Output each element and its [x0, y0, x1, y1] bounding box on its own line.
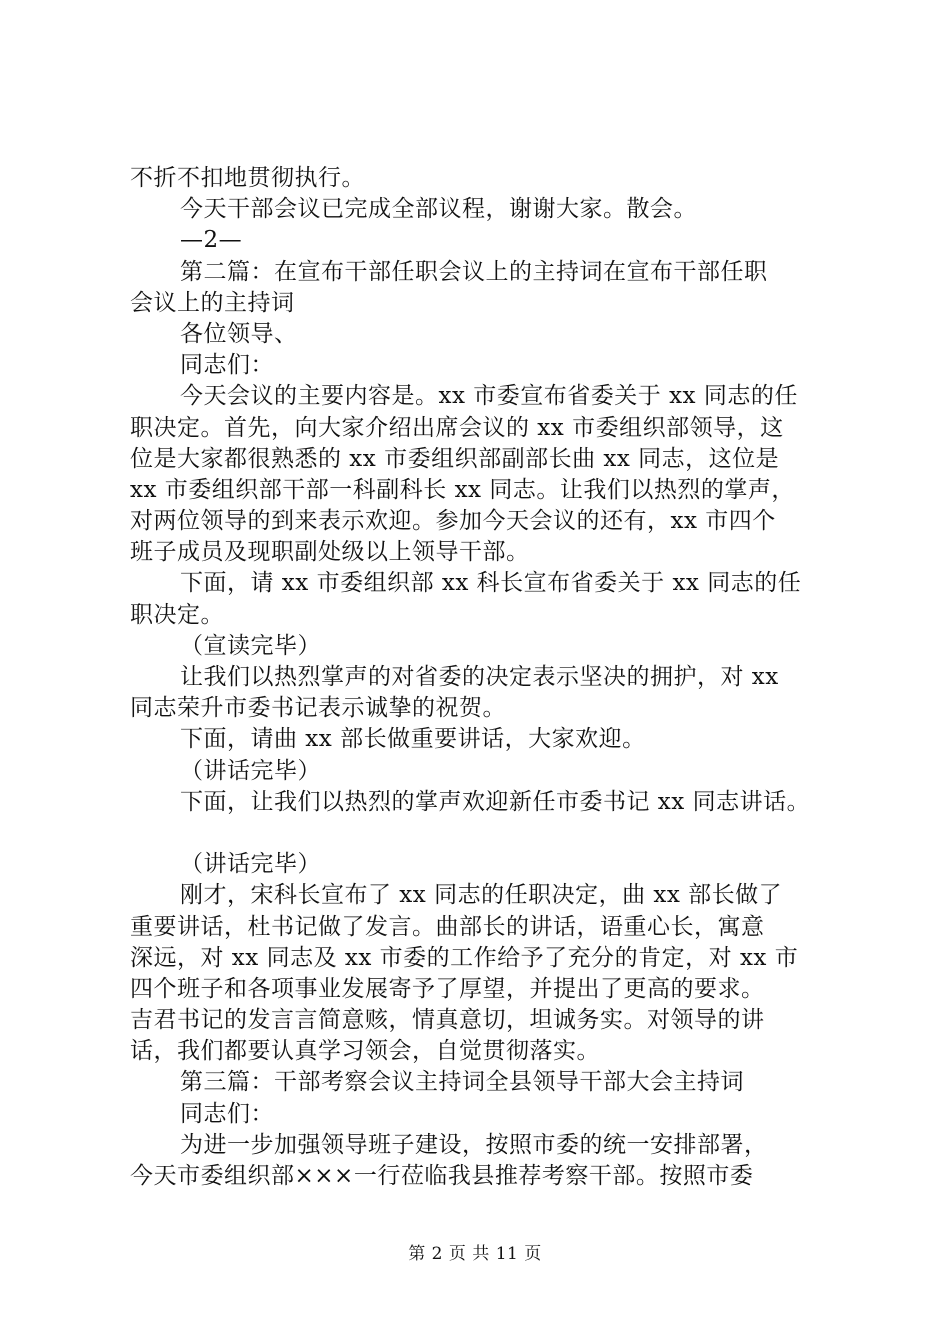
text-line: 位是大家都很熟悉的 xx 市委组织部副部长曲 xx 同志，这位是 [130, 445, 780, 472]
text-line: 下面，请 xx 市委组织部 xx 科长宣布省委关于 xx 同志的任 [180, 570, 802, 597]
text-line: 第二篇：在宣布干部任职会议上的主持词在宣布干部任职 [180, 258, 768, 285]
text-line: 第三篇：干部考察会议主持词全县领导干部大会主持词 [180, 1069, 744, 1096]
text-line: 让我们以热烈掌声的对省委的决定表示坚决的拥护，对 xx [180, 664, 779, 690]
text-line: —2— [180, 227, 243, 254]
document-body [130, 163, 850, 1192]
text-line: 职决定。 [130, 601, 224, 628]
text-line: （讲话完毕） [180, 851, 321, 878]
text-line: （宣读完毕） [180, 632, 321, 659]
text-line: 四个班子和各项事业发展寄予了厚望，并提出了更高的要求。 [130, 975, 765, 1002]
text-line: 下面，让我们以热烈的掌声欢迎新任市委书记 xx 同志讲话。 [180, 788, 811, 815]
text-line: 下面，请曲 xx 部长做重要讲话，大家欢迎。 [180, 726, 646, 753]
text-line: 深远，对 xx 同志及 xx 市委的工作给予了充分的肯定，对 xx 市 [130, 944, 799, 971]
text-line: 今天干部会议已完成全部议程，谢谢大家。散会。 [180, 196, 697, 223]
text-line: 同志们： [180, 352, 274, 379]
text-line: 今天市委组织部×××一行莅临我县推荐考察干部。按照市委 [130, 1163, 754, 1189]
text-line: 不折不扣地贯彻执行。 [130, 165, 365, 191]
text-line: 今天会议的主要内容是。xx 市委宣布省委关于 xx 同志的任 [180, 383, 798, 410]
text-line: 同志荣升市委书记表示诚挚的祝贺。 [130, 695, 506, 722]
page-footer: 第 2 页 共 11 页 [408, 1244, 542, 1264]
blank-line [130, 818, 850, 849]
text-line: 为进一步加强领导班子建设，按照市委的统一安排部署， [180, 1131, 768, 1158]
text-line: 班子成员及现职副处级以上领导干部。 [130, 539, 530, 566]
text-line: （讲话完毕） [180, 757, 321, 784]
text-line: 职决定。首先，向大家介绍出席会议的 xx 市委组织部领导，这 [130, 414, 784, 441]
text-line: 吉君书记的发言言简意赅，情真意切，坦诚务实。对领导的讲 [130, 1007, 765, 1034]
text-line: xx 市委组织部干部一科副科长 xx 同志。让我们以热烈的掌声， [130, 476, 795, 503]
text-line: 刚才，宋科长宣布了 xx 同志的任职决定，曲 xx 部长做了 [180, 882, 783, 909]
text-line: 各位领导、 [180, 320, 298, 347]
text-line: 会议上的主持词 [130, 289, 295, 316]
text-line: 话，我们都要认真学习领会，自觉贯彻落实。 [130, 1038, 600, 1065]
text-line: 同志们： [180, 1100, 274, 1127]
text-line: 重要讲话，杜书记做了发言。曲部长的讲话，语重心长，寓意 [130, 913, 765, 940]
text-line: 对两位领导的到来表示欢迎。参加今天会议的还有，xx 市四个 [130, 508, 776, 535]
